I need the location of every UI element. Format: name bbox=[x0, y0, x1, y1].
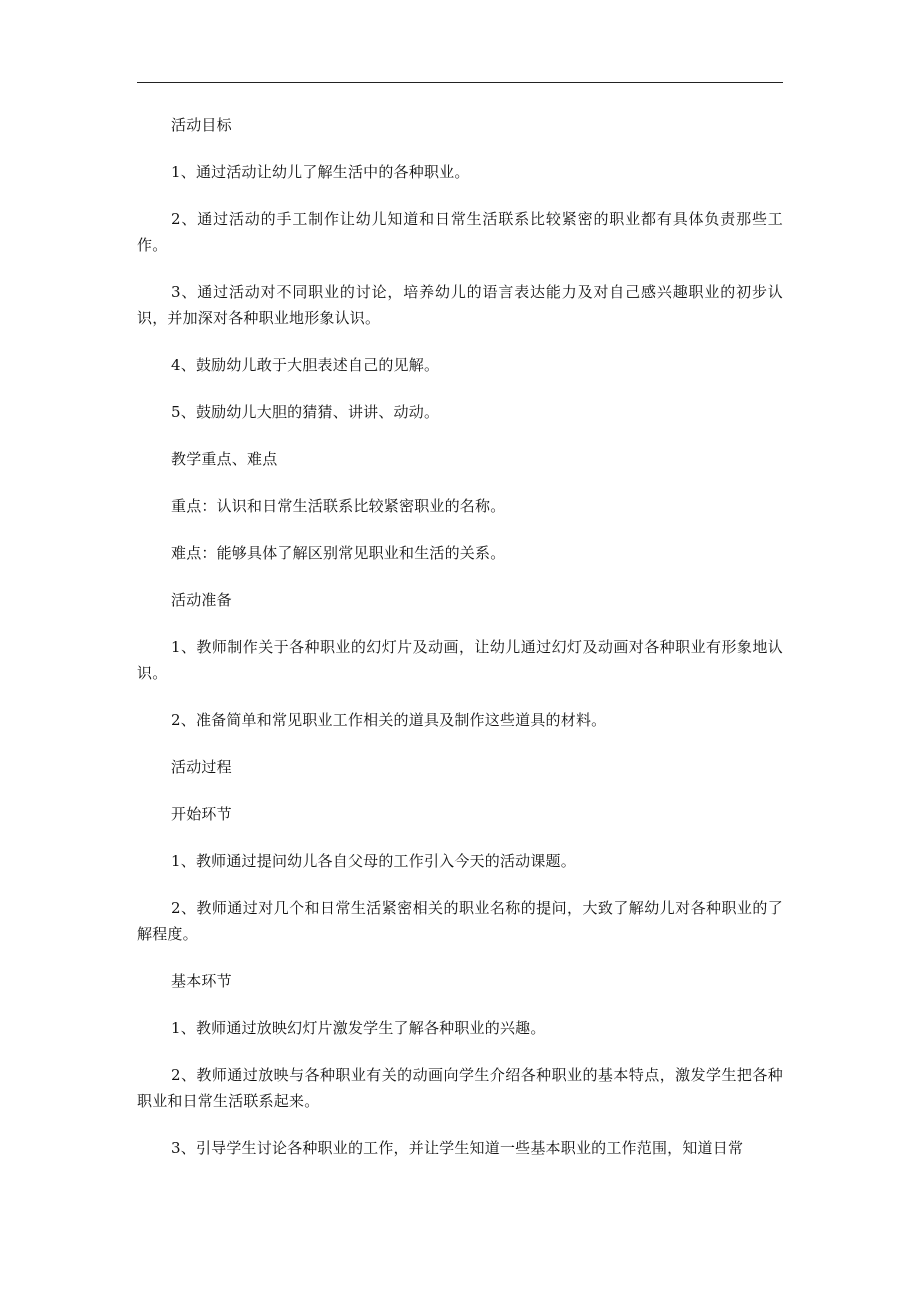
list-item: 2、教师通过对几个和日常生活紧密相关的职业名称的提问，大致了解幼儿对各种职业的了解程度。 bbox=[137, 899, 783, 943]
paragraph: 难点：能够具体了解区别常见职业和生活的关系。 bbox=[171, 544, 506, 562]
section-heading: 教学重点、难点 bbox=[171, 450, 278, 468]
list-item: 4、鼓励幼儿敢于大胆表述自己的见解。 bbox=[171, 356, 440, 374]
subsection-heading: 基本环节 bbox=[171, 972, 232, 990]
list-item: 5、鼓励幼儿大胆的猜猜、讲讲、动动。 bbox=[171, 403, 440, 421]
list-item: 1、教师通过放映幻灯片激发学生了解各种职业的兴趣。 bbox=[171, 1019, 546, 1037]
list-item: 1、通过活动让幼儿了解生活中的各种职业。 bbox=[171, 163, 470, 181]
document-body bbox=[137, 112, 783, 1182]
list-item: 2、通过活动的手工制作让幼儿知道和日常生活联系比较紧密的职业都有具体负责那些工作。 bbox=[137, 210, 783, 254]
list-item: 1、教师制作关于各种职业的幻灯片及动画，让幼儿通过幻灯及动画对各种职业有形象地认识。 bbox=[137, 638, 783, 682]
section-heading: 活动准备 bbox=[171, 591, 232, 609]
list-item: 1、教师通过提问幼儿各自父母的工作引入今天的活动课题。 bbox=[171, 852, 576, 870]
paragraph: 重点：认识和日常生活联系比较紧密职业的名称。 bbox=[171, 497, 506, 515]
list-item: 3、通过活动对不同职业的讨论，培养幼儿的语言表达能力及对自己感兴趣职业的初步认识，并加深对各种职业地形象认识。 bbox=[137, 283, 783, 327]
subsection-heading: 开始环节 bbox=[171, 805, 232, 823]
section-heading: 活动目标 bbox=[171, 116, 232, 134]
list-item: 2、教师通过放映与各种职业有关的动画向学生介绍各种职业的基本特点，激发学生把各种职业和日常生活联系起来。 bbox=[137, 1066, 783, 1110]
header-rule bbox=[137, 82, 783, 83]
list-item: 2、准备简单和常见职业工作相关的道具及制作这些道具的材料。 bbox=[171, 711, 607, 729]
list-item: 3、引导学生讨论各种职业的工作，并让学生知道一些基本职业的工作范围，知道日常 bbox=[171, 1139, 744, 1157]
section-heading: 活动过程 bbox=[171, 758, 232, 776]
